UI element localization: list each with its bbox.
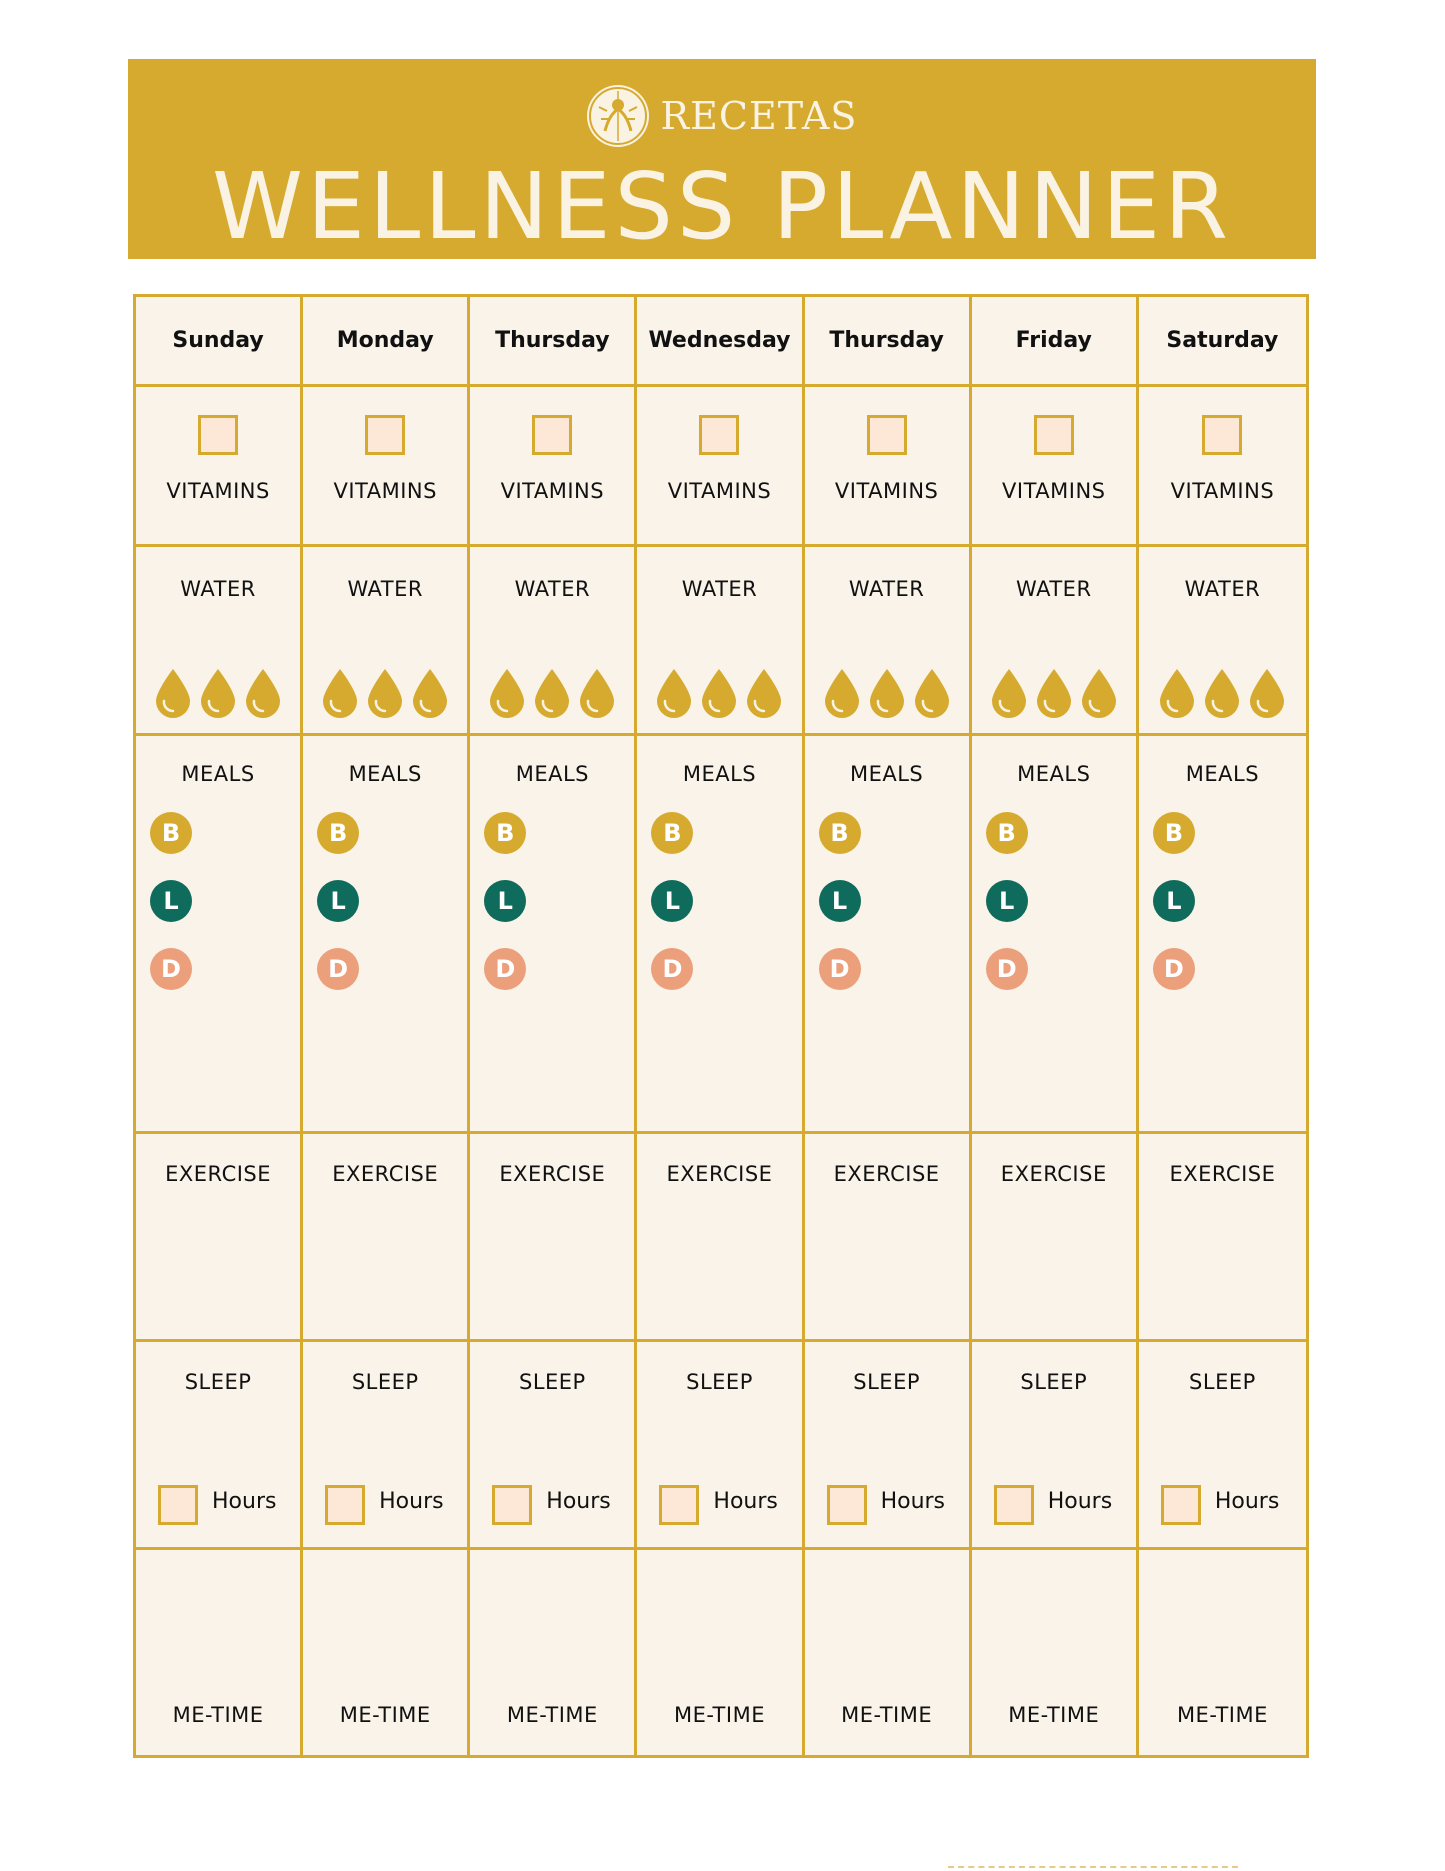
lunch-badge[interactable]: L <box>484 880 526 922</box>
vitamins-checkbox-icon[interactable] <box>365 415 405 455</box>
breakfast-badge[interactable]: B <box>819 812 861 854</box>
water-cell <box>805 547 972 736</box>
hours-label: Hours <box>880 1489 946 1514</box>
exercise-label: EXERCISE <box>332 1162 439 1186</box>
day-name: Saturday <box>1166 328 1279 353</box>
me-time-cell <box>1139 1550 1306 1755</box>
hours-label: Hours <box>546 1489 611 1514</box>
water-cell <box>972 547 1139 736</box>
lunch-badge[interactable]: L <box>150 880 192 922</box>
vitamins-label: VITAMINS <box>1170 479 1275 503</box>
water-drop-icon[interactable] <box>411 667 449 719</box>
meals-cell <box>136 736 303 1134</box>
meals-cell <box>470 736 637 1134</box>
vitamins-label: VITAMINS <box>166 479 270 503</box>
meals-label: MEALS <box>1017 762 1091 786</box>
water-drop-icon[interactable] <box>199 667 237 719</box>
exercise-cell <box>303 1134 470 1342</box>
day-header-cell <box>1139 297 1306 387</box>
sleep-hours-checkbox-icon[interactable] <box>158 1485 198 1525</box>
sleep-hours-checkbox-icon[interactable] <box>1161 1485 1201 1525</box>
dinner-badge[interactable]: D <box>819 948 861 990</box>
day-name: Wednesday <box>648 328 791 353</box>
meals-cell <box>805 736 972 1134</box>
meals-label: MEALS <box>181 762 255 786</box>
sleep-cell <box>136 1342 303 1550</box>
sleep-cell <box>637 1342 804 1550</box>
exercise-cell <box>1139 1134 1306 1342</box>
vitamins-checkbox-icon[interactable] <box>867 415 907 455</box>
water-label: WATER <box>180 577 256 601</box>
water-drop-icon[interactable] <box>913 667 951 719</box>
me-time-label: ME-TIME <box>1008 1703 1100 1727</box>
me-time-cell <box>972 1550 1139 1755</box>
water-label: WATER <box>1184 577 1261 601</box>
water-cell <box>637 547 804 736</box>
exercise-cell <box>637 1134 804 1342</box>
exercise-label: EXERCISE <box>1000 1162 1107 1186</box>
me-time-label: ME-TIME <box>339 1703 431 1727</box>
vitamins-cell <box>1139 387 1306 547</box>
breakfast-badge[interactable]: B <box>484 812 526 854</box>
vitamins-label: VITAMINS <box>500 479 605 503</box>
sleep-label: SLEEP <box>853 1370 920 1394</box>
water-label: WATER <box>848 577 925 601</box>
day-name: Friday <box>1015 328 1092 353</box>
me-time-label: ME-TIME <box>841 1703 933 1727</box>
dinner-badge[interactable]: D <box>986 948 1028 990</box>
vitamins-cell <box>972 387 1139 547</box>
water-drops <box>303 667 467 719</box>
exercise-label: EXERCISE <box>1169 1162 1276 1186</box>
water-drop-icon[interactable] <box>700 667 738 719</box>
dinner-badge[interactable]: D <box>150 948 192 990</box>
water-drop-icon[interactable] <box>533 667 571 719</box>
me-time-label: ME-TIME <box>1176 1703 1268 1727</box>
vitamins-checkbox-icon[interactable] <box>1202 415 1242 455</box>
lunch-badge[interactable]: L <box>819 880 861 922</box>
water-drop-icon[interactable] <box>244 667 282 719</box>
day-name: Thursday <box>829 328 944 353</box>
dinner-badge[interactable]: D <box>484 948 526 990</box>
water-drops <box>1139 667 1306 719</box>
water-drops <box>136 667 300 719</box>
exercise-cell <box>470 1134 637 1342</box>
water-label: WATER <box>514 577 591 601</box>
breakfast-badge[interactable]: B <box>986 812 1028 854</box>
vitamins-checkbox-icon[interactable] <box>1034 415 1074 455</box>
water-drops <box>470 667 634 719</box>
exercise-cell <box>972 1134 1139 1342</box>
water-drop-icon[interactable] <box>745 667 783 719</box>
water-cell <box>1139 547 1306 736</box>
breakfast-badge[interactable]: B <box>651 812 693 854</box>
water-drop-icon[interactable] <box>868 667 906 719</box>
day-header-cell <box>470 297 637 387</box>
dinner-badge[interactable]: D <box>317 948 359 990</box>
sleep-cell <box>303 1342 470 1550</box>
water-drops <box>805 667 969 719</box>
water-cell <box>303 547 470 736</box>
day-header-cell <box>972 297 1139 387</box>
sleep-label: SLEEP <box>184 1370 252 1394</box>
meals-label: MEALS <box>515 762 589 786</box>
sleep-label: SLEEP <box>1189 1370 1256 1394</box>
hours-label: Hours <box>713 1489 778 1514</box>
me-time-label: ME-TIME <box>506 1703 598 1727</box>
brand-name: RECETAS <box>660 94 858 138</box>
vitamins-label: VITAMINS <box>667 479 772 503</box>
water-drops <box>972 667 1136 719</box>
water-cell <box>136 547 303 736</box>
meals-cell <box>972 736 1139 1134</box>
me-time-cell <box>637 1550 804 1755</box>
meals-label: MEALS <box>849 762 924 786</box>
sleep-label: SLEEP <box>686 1370 753 1394</box>
vitamins-label: VITAMINS <box>333 479 437 503</box>
day-name: Monday <box>336 328 434 353</box>
sleep-cell <box>972 1342 1139 1550</box>
sleep-hours-checkbox-icon[interactable] <box>659 1485 699 1525</box>
vitamins-label: VITAMINS <box>834 479 939 503</box>
vitamins-cell <box>637 387 804 547</box>
water-drops <box>637 667 801 719</box>
meals-cell <box>1139 736 1306 1134</box>
page-title: WELLNESS PLANNER <box>211 153 1233 260</box>
sleep-hours-checkbox-icon[interactable] <box>827 1485 867 1525</box>
recetas-logo-icon <box>587 85 649 147</box>
water-label: WATER <box>681 577 758 601</box>
vitamins-checkbox-icon[interactable] <box>699 415 739 455</box>
hours-label: Hours <box>212 1489 277 1514</box>
exercise-label: EXERCISE <box>833 1162 940 1186</box>
brand <box>128 81 1316 151</box>
vitamins-cell <box>470 387 637 547</box>
water-drop-icon[interactable] <box>1158 667 1196 719</box>
sleep-hours-checkbox-icon[interactable] <box>492 1485 532 1525</box>
water-drop-icon[interactable] <box>1035 667 1073 719</box>
me-time-label: ME-TIME <box>172 1703 264 1727</box>
breakfast-badge[interactable]: B <box>317 812 359 854</box>
exercise-label: EXERCISE <box>499 1162 606 1186</box>
breakfast-badge[interactable]: B <box>1153 812 1195 854</box>
me-time-cell <box>470 1550 637 1755</box>
water-drop-icon[interactable] <box>488 667 526 719</box>
meals-label: MEALS <box>348 762 422 786</box>
water-drop-icon[interactable] <box>990 667 1028 719</box>
day-header-cell <box>637 297 804 387</box>
sleep-cell <box>470 1342 637 1550</box>
hours-label: Hours <box>379 1489 444 1514</box>
lunch-badge[interactable]: L <box>1153 880 1195 922</box>
water-label: WATER <box>1016 577 1092 601</box>
vitamins-cell <box>136 387 303 547</box>
day-header-cell <box>805 297 972 387</box>
water-cell <box>470 547 637 736</box>
vitamins-cell <box>303 387 470 547</box>
day-header-cell <box>136 297 303 387</box>
water-drop-icon[interactable] <box>655 667 693 719</box>
water-drop-icon[interactable] <box>366 667 404 719</box>
meals-label: MEALS <box>1185 762 1260 786</box>
dinner-badge[interactable]: D <box>651 948 693 990</box>
exercise-cell <box>805 1134 972 1342</box>
me-time-cell <box>136 1550 303 1755</box>
me-time-cell <box>805 1550 972 1755</box>
water-drop-icon[interactable] <box>823 667 861 719</box>
water-drop-icon[interactable] <box>154 667 192 719</box>
sleep-cell <box>1139 1342 1306 1550</box>
sleep-hours-checkbox-icon[interactable] <box>994 1485 1034 1525</box>
water-drop-icon[interactable] <box>321 667 359 719</box>
lunch-badge[interactable]: L <box>651 880 693 922</box>
dinner-badge[interactable]: D <box>1153 948 1195 990</box>
water-drop-icon[interactable] <box>1080 667 1118 719</box>
meals-label: MEALS <box>682 762 757 786</box>
sleep-cell <box>805 1342 972 1550</box>
water-drop-icon[interactable] <box>1203 667 1241 719</box>
vitamins-checkbox-icon[interactable] <box>532 415 572 455</box>
water-label: WATER <box>347 577 423 601</box>
me-time-label: ME-TIME <box>674 1703 765 1727</box>
vitamins-label: VITAMINS <box>1002 479 1106 503</box>
planner-grid <box>133 294 1309 1758</box>
sleep-hours-checkbox-icon[interactable] <box>325 1485 365 1525</box>
day-name: Sunday <box>172 328 264 353</box>
header-banner <box>128 59 1316 259</box>
water-drop-icon[interactable] <box>1248 667 1286 719</box>
lunch-badge[interactable]: L <box>986 880 1028 922</box>
day-header-cell <box>303 297 470 387</box>
exercise-label: EXERCISE <box>666 1162 773 1186</box>
vitamins-checkbox-icon[interactable] <box>198 415 238 455</box>
me-time-cell <box>303 1550 470 1755</box>
hours-label: Hours <box>1214 1489 1280 1514</box>
exercise-label: EXERCISE <box>165 1162 272 1186</box>
sleep-label: SLEEP <box>518 1370 586 1394</box>
meals-cell <box>637 736 804 1134</box>
lunch-badge[interactable]: L <box>317 880 359 922</box>
vitamins-cell <box>805 387 972 547</box>
divider <box>948 1866 1238 1868</box>
breakfast-badge[interactable]: B <box>150 812 192 854</box>
hours-label: Hours <box>1047 1489 1113 1514</box>
day-name: Thursday <box>495 328 610 353</box>
sleep-label: SLEEP <box>1020 1370 1088 1394</box>
sleep-label: SLEEP <box>351 1370 419 1394</box>
meals-cell <box>303 736 470 1134</box>
exercise-cell <box>136 1134 303 1342</box>
water-drop-icon[interactable] <box>578 667 616 719</box>
